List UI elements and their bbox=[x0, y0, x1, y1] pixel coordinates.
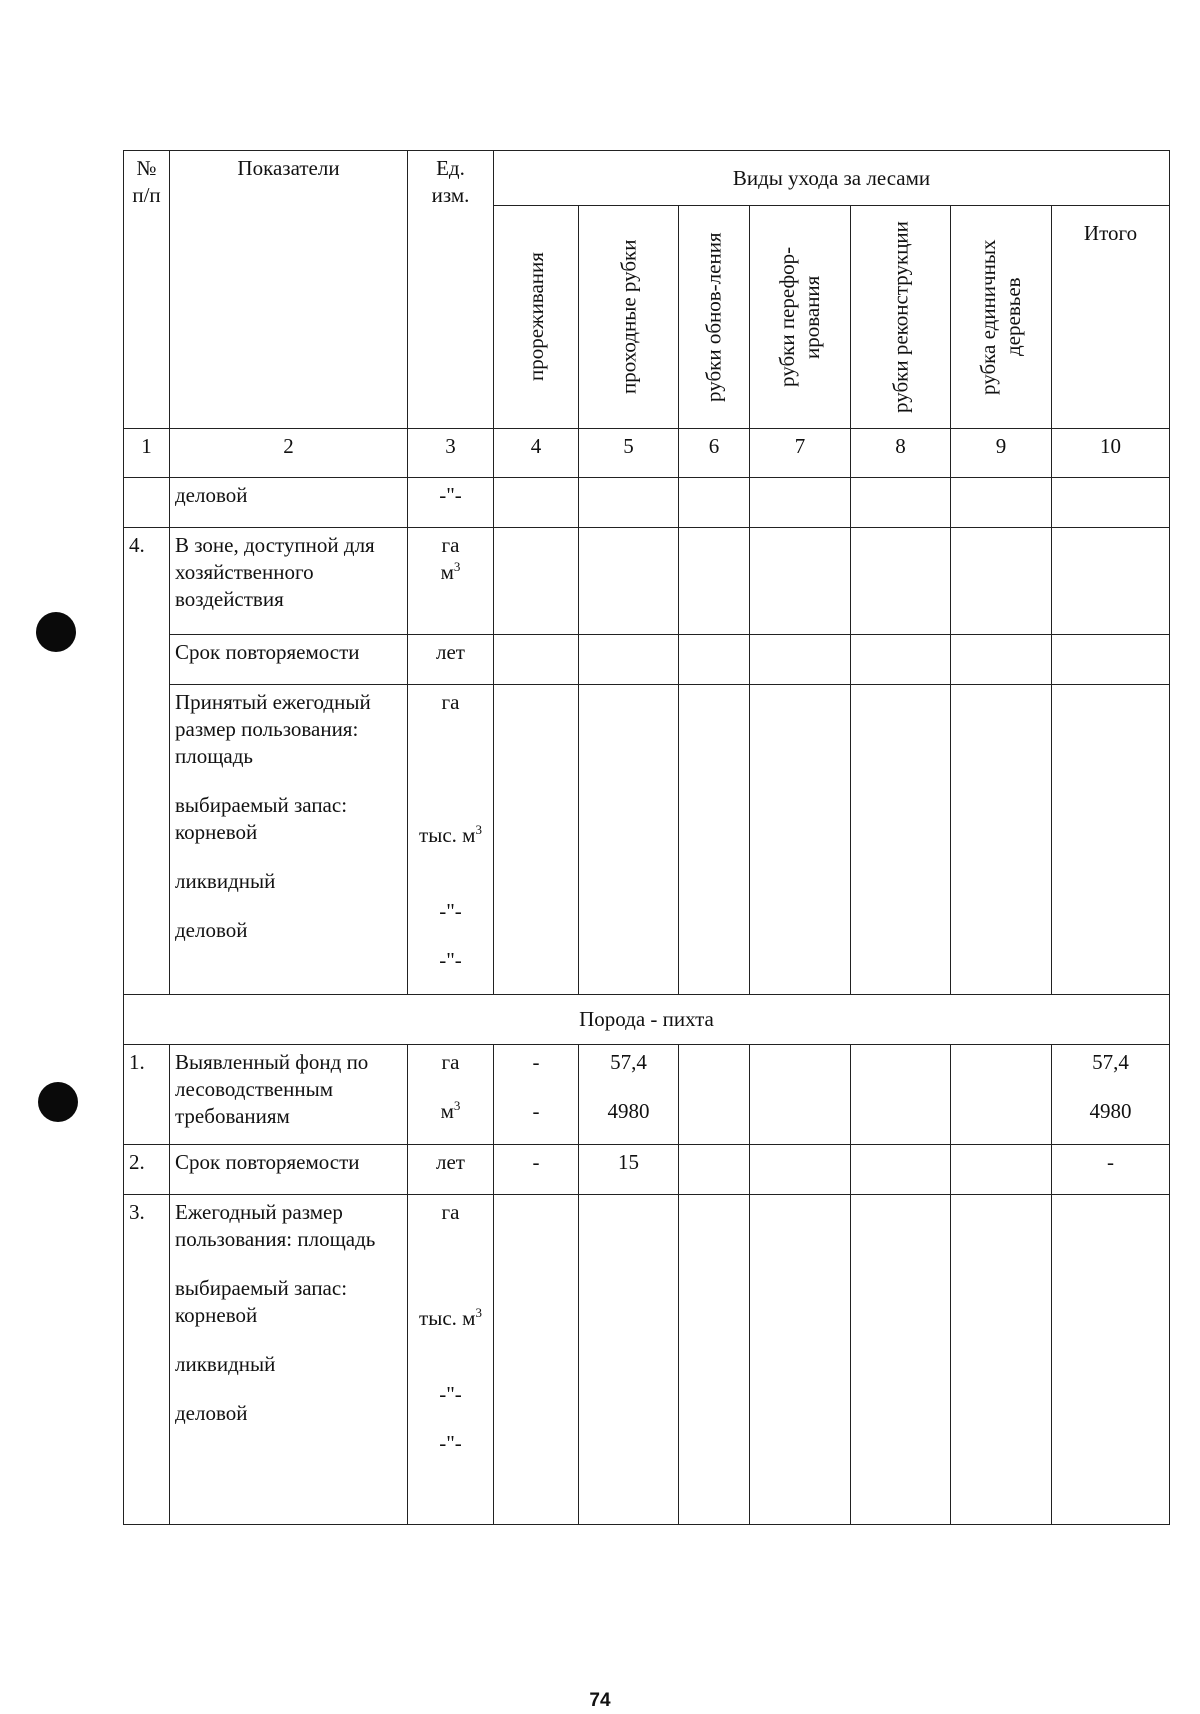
row-2-label: Срок повторяемости bbox=[170, 1145, 408, 1195]
cell-empty bbox=[951, 1145, 1052, 1195]
row-delovoy-unit: -"- bbox=[408, 478, 494, 528]
row-srok-unit: лет bbox=[408, 635, 494, 685]
cell-empty bbox=[1052, 635, 1170, 685]
cell-empty bbox=[679, 1045, 750, 1145]
cell-empty bbox=[579, 635, 679, 685]
cell-empty bbox=[679, 528, 750, 635]
cell-empty bbox=[750, 528, 851, 635]
header-col-total: Итого bbox=[1052, 206, 1170, 429]
punch-hole-top bbox=[36, 612, 76, 652]
cell-empty bbox=[494, 528, 579, 635]
row-3-annual bbox=[124, 1195, 1170, 1525]
cell-empty bbox=[750, 635, 851, 685]
row-2-unit: лет bbox=[408, 1145, 494, 1195]
header-subcol-3: рубки обнов-ления bbox=[679, 206, 750, 429]
row-delovoy-top bbox=[124, 478, 1170, 528]
row-accepted-usage bbox=[124, 685, 1170, 995]
cell-empty bbox=[124, 478, 170, 528]
header-col-unit: Ед. изм. bbox=[408, 151, 494, 429]
cell-empty bbox=[750, 1195, 851, 1525]
row-1-fund bbox=[124, 1045, 1170, 1145]
cell-empty bbox=[951, 528, 1052, 635]
row-2-col5: 15 bbox=[579, 1145, 679, 1195]
cell-empty bbox=[679, 478, 750, 528]
cell-empty bbox=[851, 1145, 951, 1195]
row-1-total: 57,4 4980 bbox=[1052, 1045, 1170, 1145]
forest-care-table bbox=[123, 150, 1170, 1525]
header-col-indicators: Показатели bbox=[170, 151, 408, 429]
colnum-5: 5 bbox=[579, 429, 679, 478]
row-srok-top bbox=[124, 635, 1170, 685]
row-3-label: Ежегодный размер пользования: площадь выбираемый запас: корневой ликвидный деловой bbox=[170, 1195, 408, 1525]
row-3-no: 3. bbox=[124, 1195, 170, 1525]
row-1-label: Выявленный фонд по лесоводственным требованиям bbox=[170, 1045, 408, 1145]
cell-empty bbox=[579, 685, 679, 995]
header-subcol-6: рубка единичных деревьев bbox=[951, 206, 1052, 429]
cell-empty bbox=[851, 478, 951, 528]
header-group-title: Виды ухода за лесами bbox=[494, 151, 1170, 206]
cell-empty bbox=[494, 478, 579, 528]
cell-empty bbox=[851, 635, 951, 685]
colnum-9: 9 bbox=[951, 429, 1052, 478]
cell-empty bbox=[951, 478, 1052, 528]
row-delovoy-label: деловой bbox=[170, 478, 408, 528]
colnum-3: 3 bbox=[408, 429, 494, 478]
cell-empty bbox=[951, 635, 1052, 685]
cell-empty bbox=[951, 1195, 1052, 1525]
header-subcol-1: прореживания bbox=[494, 206, 579, 429]
cell-empty bbox=[1052, 478, 1170, 528]
cell-empty bbox=[579, 528, 679, 635]
cell-empty bbox=[750, 685, 851, 995]
cell-empty bbox=[494, 685, 579, 995]
row-1-col4: - - bbox=[494, 1045, 579, 1145]
page-number: 74 bbox=[589, 1690, 611, 1711]
species-title: Порода - пихта bbox=[124, 995, 1170, 1045]
cell-empty bbox=[750, 1145, 851, 1195]
cell-empty bbox=[1052, 685, 1170, 995]
row-4-unit: га $м^3$ bbox=[408, 528, 494, 635]
header-row-1 bbox=[124, 151, 1170, 206]
cell-empty bbox=[679, 685, 750, 995]
species-row bbox=[124, 995, 1170, 1045]
row-1-col5: 57,4 4980 bbox=[579, 1045, 679, 1145]
row-1-no: 1. bbox=[124, 1045, 170, 1145]
header-col-no: № п/п bbox=[124, 151, 170, 429]
colnum-8: 8 bbox=[851, 429, 951, 478]
colnum-2: 2 bbox=[170, 429, 408, 478]
row-4-zone bbox=[124, 528, 1170, 635]
row-3-unit: га тыс. $м^3$ -"- -"- bbox=[408, 1195, 494, 1525]
cell-empty bbox=[951, 1045, 1052, 1145]
header-subcol-2: проходные рубки bbox=[579, 206, 679, 429]
colnum-6: 6 bbox=[679, 429, 750, 478]
row-4-label: В зоне, доступной для хозяйственного воздействия bbox=[170, 528, 408, 635]
cell-empty bbox=[750, 1045, 851, 1145]
cell-empty bbox=[679, 635, 750, 685]
header-subcol-4: рубки перефор-ирования bbox=[750, 206, 851, 429]
cell-empty bbox=[1052, 528, 1170, 635]
cell-empty bbox=[851, 1195, 951, 1525]
row-2-total: - bbox=[1052, 1145, 1170, 1195]
cell-empty bbox=[750, 478, 851, 528]
colnum-7: 7 bbox=[750, 429, 851, 478]
cell-empty bbox=[1052, 1195, 1170, 1525]
row-4-no: 4. bbox=[124, 528, 170, 995]
row-1-unit: га $м^3$ bbox=[408, 1045, 494, 1145]
row-srok-label: Срок повторяемости bbox=[170, 635, 408, 685]
row-2-col4: - bbox=[494, 1145, 579, 1195]
colnum-4: 4 bbox=[494, 429, 579, 478]
cell-empty bbox=[851, 1045, 951, 1145]
column-numbers-row bbox=[124, 429, 1170, 478]
header-subcol-5: рубки реконструкции bbox=[851, 206, 951, 429]
cell-empty bbox=[494, 635, 579, 685]
row-accepted-label: Принятый ежегодный размер пользования: площадь выбираемый запас: корневой ликвидный деловой bbox=[170, 685, 408, 995]
cell-empty bbox=[494, 1195, 579, 1525]
cell-empty bbox=[851, 528, 951, 635]
row-2-no: 2. bbox=[124, 1145, 170, 1195]
cell-empty bbox=[579, 1195, 679, 1525]
row-accepted-unit: га тыс. $м^3$ -"- -"- bbox=[408, 685, 494, 995]
punch-hole-bottom bbox=[38, 1082, 78, 1122]
row-2-srok bbox=[124, 1145, 1170, 1195]
colnum-1: 1 bbox=[124, 429, 170, 478]
cell-empty bbox=[679, 1195, 750, 1525]
cell-empty bbox=[851, 685, 951, 995]
cell-empty bbox=[951, 685, 1052, 995]
colnum-10: 10 bbox=[1052, 429, 1170, 478]
cell-empty bbox=[579, 478, 679, 528]
cell-empty bbox=[679, 1145, 750, 1195]
